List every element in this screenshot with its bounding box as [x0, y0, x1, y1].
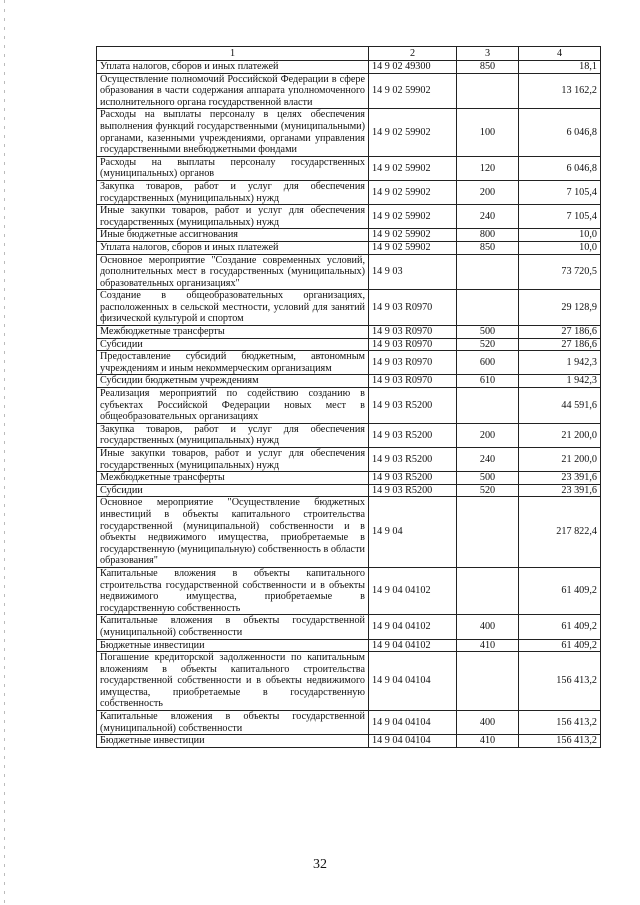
- table-row: [97, 205, 601, 229]
- row-name-cell: Закупка товаров, работ и услуг для обеспечения государственных (муниципальных) нужд: [97, 180, 369, 204]
- row-expense-type-cell: [457, 73, 519, 109]
- row-expense-type-cell: [457, 652, 519, 711]
- row-expense-type-cell: 850: [457, 241, 519, 254]
- table-row: [97, 254, 601, 290]
- row-code-cell: 14 9 02 59902: [369, 180, 457, 204]
- row-code-cell: 14 9 02 49300: [369, 61, 457, 74]
- table-row: [97, 388, 601, 424]
- row-name-cell: Закупка товаров, работ и услуг для обеспечения государственных (муниципальных) нужд: [97, 423, 369, 447]
- row-amount-cell: 156 413,2: [519, 652, 601, 711]
- row-amount-cell: 73 720,5: [519, 254, 601, 290]
- row-amount-cell: 6 046,8: [519, 156, 601, 180]
- table-row: [97, 241, 601, 254]
- row-expense-type-cell: 610: [457, 375, 519, 388]
- row-expense-type-cell: [457, 290, 519, 326]
- row-amount-cell: 10,0: [519, 229, 601, 242]
- table-row: [97, 73, 601, 109]
- row-code-cell: 14 9 04 04102: [369, 567, 457, 614]
- row-code-cell: 14 9 03 R0970: [369, 326, 457, 339]
- row-amount-cell: 156 413,2: [519, 711, 601, 735]
- row-code-cell: 14 9 04 04104: [369, 652, 457, 711]
- row-code-cell: 14 9 02 59902: [369, 156, 457, 180]
- row-amount-cell: 7 105,4: [519, 205, 601, 229]
- row-amount-cell: 217 822,4: [519, 497, 601, 568]
- row-code-cell: 14 9 02 59902: [369, 229, 457, 242]
- row-code-cell: 14 9 02 59902: [369, 241, 457, 254]
- table-body: [97, 61, 601, 748]
- row-name-cell: Бюджетные инвестиции: [97, 639, 369, 652]
- row-expense-type-cell: 500: [457, 326, 519, 339]
- row-amount-cell: 27 186,6: [519, 338, 601, 351]
- column-header-2: 2: [369, 47, 457, 61]
- row-expense-type-cell: 200: [457, 423, 519, 447]
- table-row: [97, 497, 601, 568]
- row-amount-cell: 61 409,2: [519, 567, 601, 614]
- row-name-cell: Субсидии: [97, 484, 369, 497]
- row-code-cell: 14 9 04 04104: [369, 735, 457, 748]
- row-expense-type-cell: [457, 254, 519, 290]
- table-row: [97, 615, 601, 639]
- row-code-cell: 14 9 04 04104: [369, 711, 457, 735]
- row-code-cell: 14 9 03 R5200: [369, 448, 457, 472]
- row-expense-type-cell: [457, 567, 519, 614]
- row-code-cell: 14 9 03 R0970: [369, 351, 457, 375]
- row-name-cell: Расходы на выплаты персоналу в целях обеспечения выполнения функций государственными (муниципальными) органами, казенными учреждениями, органами управления государственными внебюджетными фондами: [97, 109, 369, 156]
- table-row: [97, 229, 601, 242]
- row-code-cell: 14 9 03 R0970: [369, 338, 457, 351]
- table-row: [97, 652, 601, 711]
- row-amount-cell: 23 391,6: [519, 484, 601, 497]
- row-code-cell: 14 9 04 04102: [369, 615, 457, 639]
- row-code-cell: 14 9 03 R5200: [369, 423, 457, 447]
- row-amount-cell: 10,0: [519, 241, 601, 254]
- row-name-cell: Уплата налогов, сборов и иных платежей: [97, 241, 369, 254]
- row-expense-type-cell: 850: [457, 61, 519, 74]
- table-row: [97, 484, 601, 497]
- row-amount-cell: 1 942,3: [519, 375, 601, 388]
- table-row: [97, 156, 601, 180]
- row-name-cell: Межбюджетные трансферты: [97, 472, 369, 485]
- row-amount-cell: 27 186,6: [519, 326, 601, 339]
- row-name-cell: Основное мероприятие "Создание современных условий, дополнительных мест в государственных (муниципальных) образовательных организациях": [97, 254, 369, 290]
- table-row: [97, 109, 601, 156]
- row-expense-type-cell: 800: [457, 229, 519, 242]
- row-name-cell: Субсидии: [97, 338, 369, 351]
- row-expense-type-cell: 500: [457, 472, 519, 485]
- budget-table: [96, 46, 601, 748]
- table-row: [97, 351, 601, 375]
- row-expense-type-cell: 240: [457, 448, 519, 472]
- table-row: [97, 448, 601, 472]
- row-name-cell: Субсидии бюджетным учреждениям: [97, 375, 369, 388]
- row-amount-cell: 61 409,2: [519, 615, 601, 639]
- row-code-cell: 14 9 03 R5200: [369, 472, 457, 485]
- row-name-cell: Осуществление полномочий Российской Федерации в сфере образования в части содержания аппарата уполномоченного исполнительного органа государственной власти: [97, 73, 369, 109]
- row-name-cell: Межбюджетные трансферты: [97, 326, 369, 339]
- column-header-1: 1: [97, 47, 369, 61]
- row-amount-cell: 13 162,2: [519, 73, 601, 109]
- row-expense-type-cell: 100: [457, 109, 519, 156]
- row-expense-type-cell: 400: [457, 615, 519, 639]
- row-expense-type-cell: 410: [457, 735, 519, 748]
- row-name-cell: Бюджетные инвестиции: [97, 735, 369, 748]
- scan-edge-artifact: [4, 0, 5, 905]
- row-amount-cell: 29 128,9: [519, 290, 601, 326]
- table-row: [97, 423, 601, 447]
- row-expense-type-cell: [457, 497, 519, 568]
- row-name-cell: Расходы на выплаты персоналу государственных (муниципальных) органов: [97, 156, 369, 180]
- row-amount-cell: 21 200,0: [519, 423, 601, 447]
- row-amount-cell: 156 413,2: [519, 735, 601, 748]
- row-code-cell: 14 9 02 59902: [369, 205, 457, 229]
- column-number-header-row: [97, 47, 601, 61]
- row-code-cell: 14 9 03: [369, 254, 457, 290]
- row-expense-type-cell: 410: [457, 639, 519, 652]
- row-amount-cell: 1 942,3: [519, 351, 601, 375]
- row-code-cell: 14 9 03 R5200: [369, 484, 457, 497]
- row-code-cell: 14 9 02 59902: [369, 109, 457, 156]
- table-row: [97, 472, 601, 485]
- table-row: [97, 711, 601, 735]
- row-amount-cell: 61 409,2: [519, 639, 601, 652]
- row-name-cell: Иные бюджетные ассигнования: [97, 229, 369, 242]
- row-amount-cell: 6 046,8: [519, 109, 601, 156]
- row-code-cell: 14 9 03 R0970: [369, 375, 457, 388]
- row-name-cell: Создание в общеобразовательных организациях, расположенных в сельской местности, условий для занятий физической культурой и спортом: [97, 290, 369, 326]
- row-name-cell: Уплата налогов, сборов и иных платежей: [97, 61, 369, 74]
- row-amount-cell: 21 200,0: [519, 448, 601, 472]
- table-row: [97, 567, 601, 614]
- row-expense-type-cell: 520: [457, 484, 519, 497]
- row-code-cell: 14 9 02 59902: [369, 73, 457, 109]
- column-header-4: 4: [519, 47, 601, 61]
- row-expense-type-cell: 520: [457, 338, 519, 351]
- row-amount-cell: 18,1: [519, 61, 601, 74]
- row-expense-type-cell: 120: [457, 156, 519, 180]
- row-amount-cell: 7 105,4: [519, 180, 601, 204]
- row-name-cell: Основное мероприятие "Осуществление бюджетных инвестиций в объекты капитального строительства государственной (муниципальной) собственности и в объекты недвижимого имущества, приобретаемые в государственную (муниципальную) собственность в области образования": [97, 497, 369, 568]
- table-row: [97, 61, 601, 74]
- row-amount-cell: 23 391,6: [519, 472, 601, 485]
- row-code-cell: 14 9 04 04102: [369, 639, 457, 652]
- row-name-cell: Иные закупки товаров, работ и услуг для обеспечения государственных (муниципальных) нужд: [97, 448, 369, 472]
- row-expense-type-cell: 400: [457, 711, 519, 735]
- row-name-cell: Капитальные вложения в объекты государственной (муниципальной) собственности: [97, 615, 369, 639]
- row-name-cell: Капитальные вложения в объекты государственной (муниципальной) собственности: [97, 711, 369, 735]
- row-expense-type-cell: 240: [457, 205, 519, 229]
- table-row: [97, 290, 601, 326]
- column-header-3: 3: [457, 47, 519, 61]
- row-code-cell: 14 9 04: [369, 497, 457, 568]
- row-name-cell: Погашение кредиторской задолженности по капитальным вложениям в объекты капитального строительства государственной собственности и в объекты недвижимого имущества, приобретаемые в государственную собственность: [97, 652, 369, 711]
- row-name-cell: Предоставление субсидий бюджетным, автономным учреждениям и иным некоммерческим организациям: [97, 351, 369, 375]
- page-number: 32: [313, 857, 327, 872]
- row-code-cell: 14 9 03 R0970: [369, 290, 457, 326]
- row-name-cell: Иные закупки товаров, работ и услуг для обеспечения государственных (муниципальных) нужд: [97, 205, 369, 229]
- row-amount-cell: 44 591,6: [519, 388, 601, 424]
- table-row: [97, 338, 601, 351]
- table-row: [97, 180, 601, 204]
- table-row: [97, 735, 601, 748]
- row-expense-type-cell: 200: [457, 180, 519, 204]
- row-expense-type-cell: 600: [457, 351, 519, 375]
- table-row: [97, 326, 601, 339]
- table-row: [97, 639, 601, 652]
- row-name-cell: Капитальные вложения в объекты капитального строительства государственной собственности и в объекты недвижимого имущества, приобретаемые в государственную собственность: [97, 567, 369, 614]
- row-code-cell: 14 9 03 R5200: [369, 388, 457, 424]
- table-row: [97, 375, 601, 388]
- row-name-cell: Реализация мероприятий по содействию созданию в субъектах Российской Федерации новых мест в общеобразовательных организациях: [97, 388, 369, 424]
- row-expense-type-cell: [457, 388, 519, 424]
